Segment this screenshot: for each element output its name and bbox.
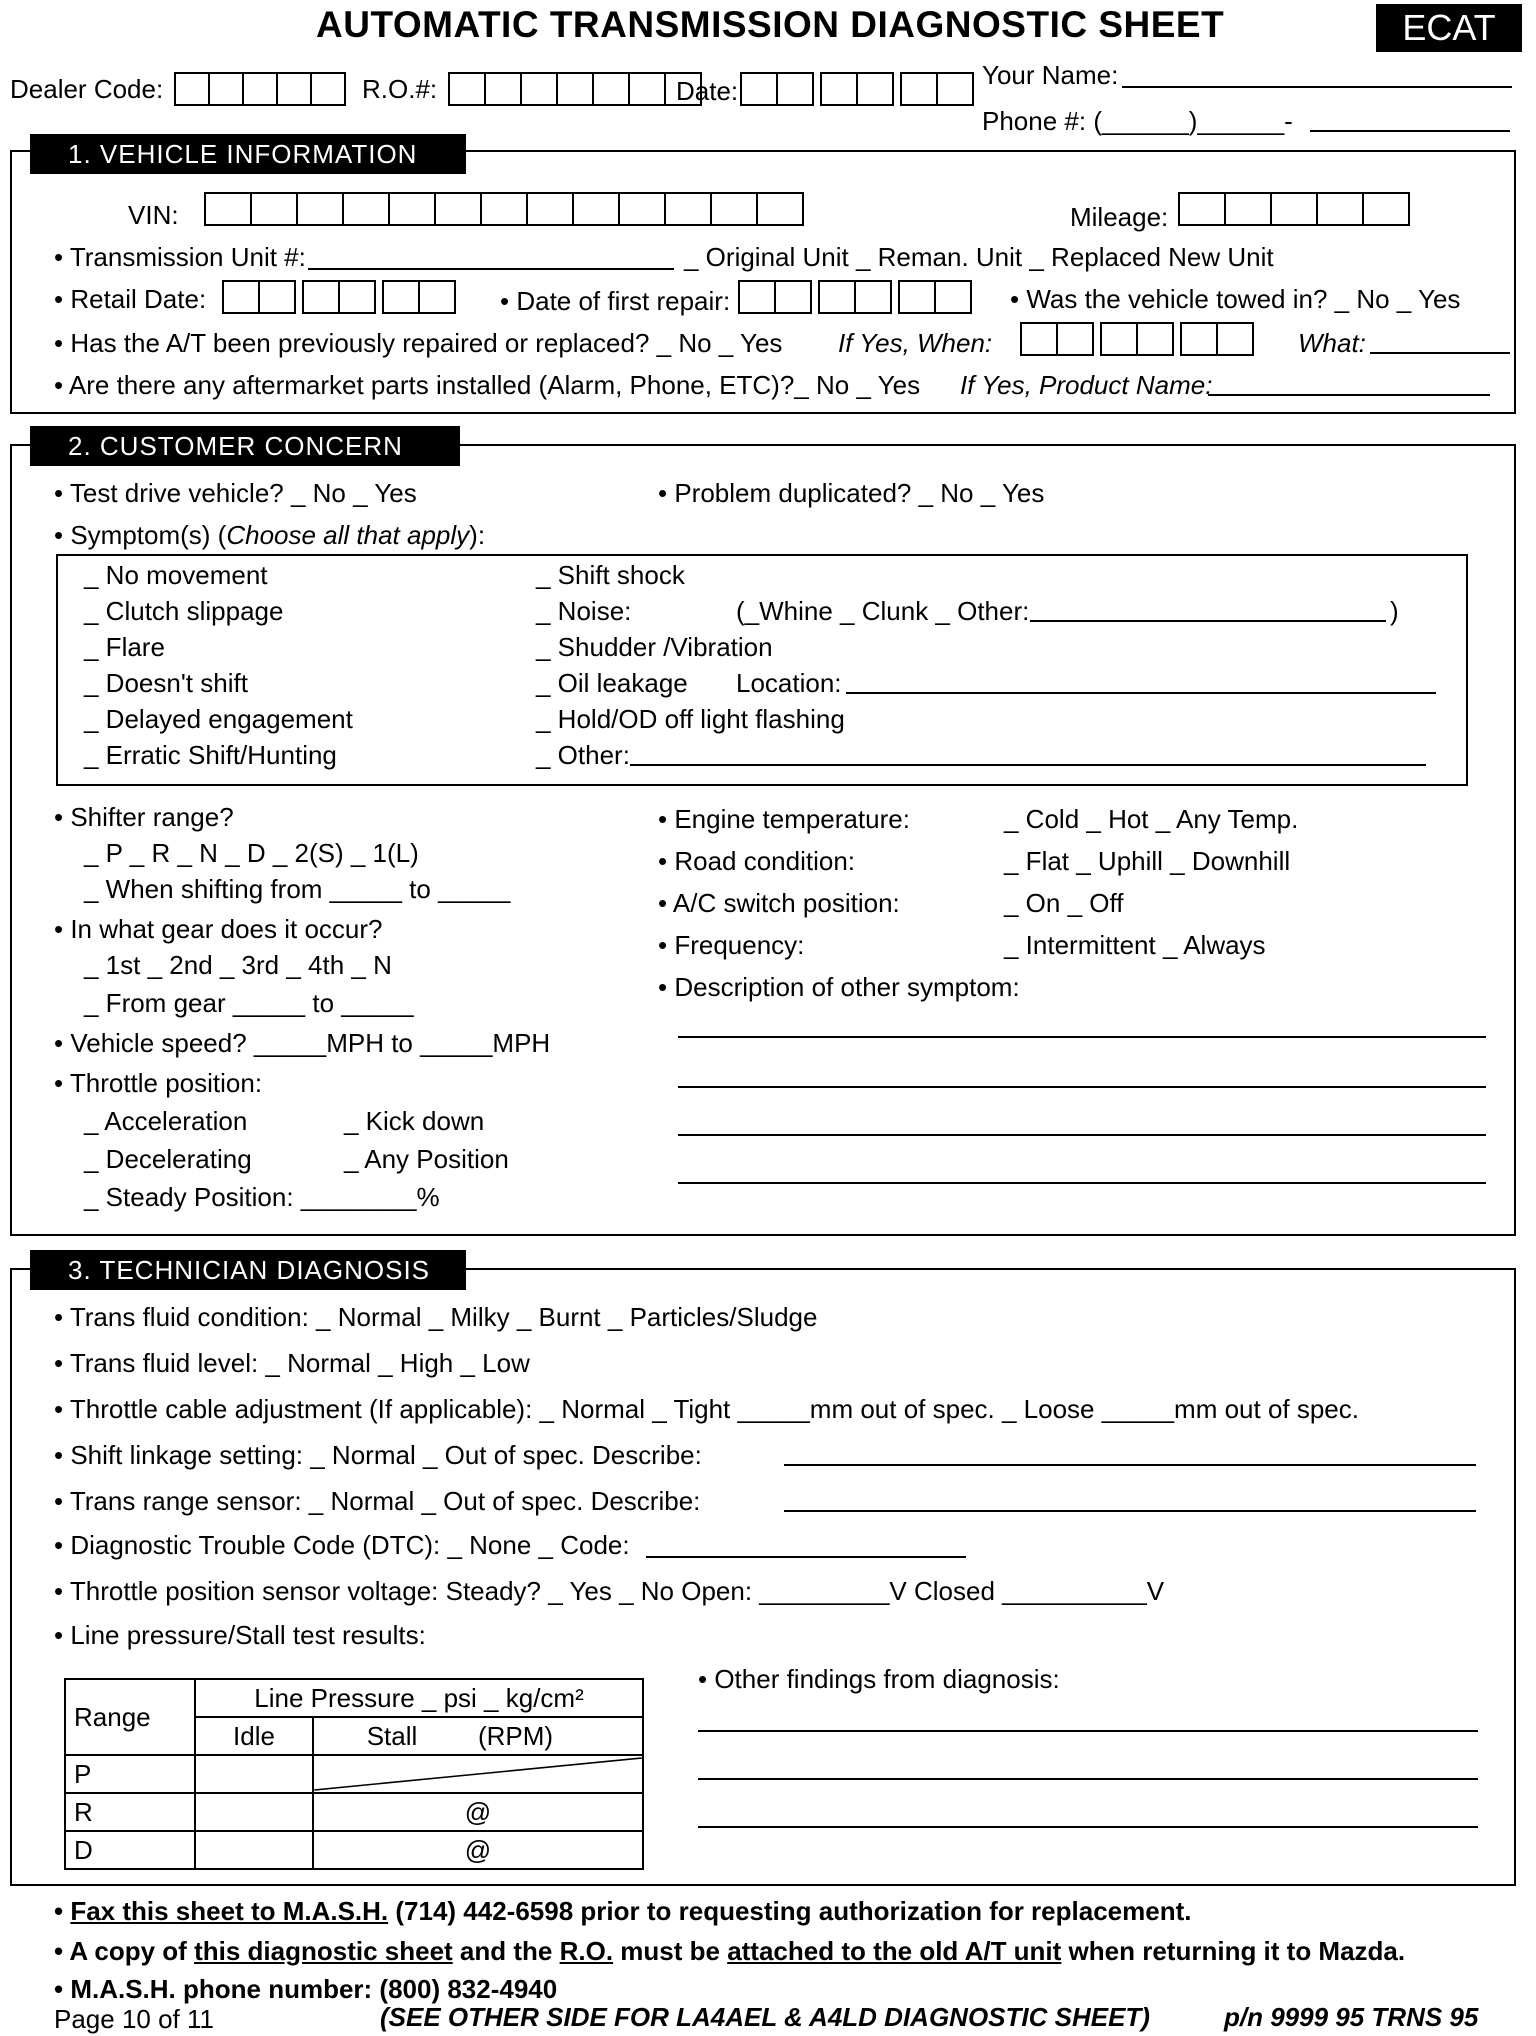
your-name-label: Your Name: <box>982 60 1119 90</box>
symptom-clutch-slippage[interactable]: _ Clutch slippage <box>84 596 284 626</box>
tps-voltage-row[interactable]: • Throttle position sensor voltage: Steady? _ Yes _ No Open: _________V Closed __________V <box>54 1576 1165 1606</box>
ro-label: R.O.#: <box>362 74 438 104</box>
your-name-line[interactable] <box>1122 86 1512 88</box>
table-row <box>65 1793 643 1831</box>
symptom-shudder[interactable]: _ Shudder /Vibration <box>536 632 773 662</box>
range-cell: D <box>65 1831 195 1869</box>
description-line-2[interactable] <box>678 1086 1486 1088</box>
retail-date-boxes[interactable] <box>222 280 454 314</box>
phone-label: Phone #: (______)______- <box>982 106 1293 136</box>
copy-notice: • A copy of this diagnostic sheet and the R.O. must be attached to the old A/T unit when returning it to Mazda. <box>54 1936 1406 1966</box>
mash-phone: • M.A.S.H. phone number: (800) 832-4940 <box>54 1974 558 2004</box>
description-line-1[interactable] <box>678 1036 1486 1038</box>
vin-label: VIN: <box>128 200 179 230</box>
gear-options[interactable]: _ 1st _ 2nd _ 3rd _ 4th _ N <box>84 950 392 980</box>
findings-line-3[interactable] <box>698 1826 1478 1828</box>
aftermarket-question[interactable]: • Are there any aftermarket parts installed (Alarm, Phone, ETC)?_ No _ Yes <box>54 370 921 400</box>
shift-linkage-line[interactable] <box>784 1464 1476 1466</box>
retail-date-label: • Retail Date: <box>54 284 207 314</box>
table-row <box>65 1755 643 1793</box>
line-pressure-header[interactable]: Line Pressure _ psi _ kg/cm² <box>195 1679 643 1717</box>
noise-options[interactable]: (_Whine _ Clunk _ Other: <box>736 596 1030 626</box>
findings-line-1[interactable] <box>698 1730 1478 1732</box>
table-row <box>65 1831 643 1869</box>
symptom-other[interactable]: _ Other: <box>536 740 630 770</box>
range-sensor-row[interactable]: • Trans range sensor: _ Normal _ Out of spec. Describe: <box>54 1486 701 1516</box>
shifter-range-label: • Shifter range? <box>54 802 234 832</box>
what-gear-label: • In what gear does it occur? <box>54 914 383 944</box>
mileage-label: Mileage: <box>1070 202 1169 232</box>
range-header: Range <box>65 1679 195 1755</box>
dtc-code-line[interactable] <box>646 1556 966 1558</box>
road-condition-options[interactable]: _ Flat _ Uphill _ Downhill <box>1004 846 1291 876</box>
prev-repaired-question[interactable]: • Has the A/T been previously repaired or replaced? _ No _ Yes <box>54 328 783 358</box>
from-gear[interactable]: _ From gear _____ to _____ <box>84 988 414 1018</box>
dealer-code-boxes[interactable] <box>174 72 344 106</box>
towed-question[interactable]: • Was the vehicle towed in? _ No _ Yes <box>1010 284 1461 314</box>
noise-close: ) <box>1390 596 1399 626</box>
symptom-noise[interactable]: _ Noise: <box>536 596 632 626</box>
symptom-oil-leakage[interactable]: _ Oil leakage <box>536 668 688 698</box>
findings-line-2[interactable] <box>698 1778 1478 1780</box>
diagonal-slash <box>314 1756 642 1792</box>
frequency-label: • Frequency: <box>658 930 805 960</box>
description-line-3[interactable] <box>678 1134 1486 1136</box>
idle-cell[interactable] <box>195 1793 313 1831</box>
first-repair-label: • Date of first repair: <box>500 286 731 316</box>
symptom-doesnt-shift[interactable]: _ Doesn't shift <box>84 668 248 698</box>
throttle-acceleration[interactable]: _ Acceleration <box>84 1106 248 1136</box>
shift-linkage-row[interactable]: • Shift linkage setting: _ Normal _ Out of spec. Describe: <box>54 1440 702 1470</box>
symptom-no-movement[interactable]: _ No movement <box>84 560 268 590</box>
description-line-4[interactable] <box>678 1182 1486 1184</box>
symptom-erratic-shift[interactable]: _ Erratic Shift/Hunting <box>84 740 337 770</box>
location-line[interactable] <box>846 692 1436 694</box>
page-title: AUTOMATIC TRANSMISSION DIAGNOSTIC SHEET <box>316 4 1225 45</box>
other-findings-label: • Other findings from diagnosis: <box>698 1664 1060 1694</box>
customer-concern-tab: 2. CUSTOMER CONCERN <box>30 426 460 466</box>
shifter-range-options[interactable]: _ P _ R _ N _ D _ 2(S) _ 1(L) <box>84 838 419 868</box>
page-number: Page 10 of 11 <box>54 2004 214 2034</box>
line-pressure-label: • Line pressure/Stall test results: <box>54 1620 426 1650</box>
ac-switch-label: • A/C switch position: <box>658 888 900 918</box>
date-boxes[interactable] <box>740 72 972 106</box>
unit-options[interactable]: _ Original Unit _ Reman. Unit _ Replaced New Unit <box>684 242 1274 272</box>
phone-line[interactable] <box>1310 130 1510 132</box>
symptom-delayed-engagement[interactable]: _ Delayed engagement <box>84 704 353 734</box>
throttle-cable-row[interactable]: • Throttle cable adjustment (If applicable): _ Normal _ Tight _____mm out of spec. _ Loose _____mm out of spec. <box>54 1394 1359 1424</box>
throttle-steady[interactable]: _ Steady Position: ________% <box>84 1182 440 1212</box>
symptoms-label: • Symptom(s) (Choose all that apply): <box>54 520 486 550</box>
technician-diagnosis-tab: 3. TECHNICIAN DIAGNOSIS <box>30 1250 466 1290</box>
vin-boxes[interactable] <box>204 192 802 226</box>
throttle-decelerating[interactable]: _ Decelerating <box>84 1144 252 1174</box>
dtc-row[interactable]: • Diagnostic Trouble Code (DTC): _ None _ Code: <box>54 1530 630 1560</box>
see-other-side-note: (SEE OTHER SIDE FOR LA4AEL & A4LD DIAGNOSTIC SHEET) <box>380 2002 1150 2032</box>
ro-boxes[interactable] <box>448 72 700 106</box>
ecat-badge: ECAT <box>1376 4 1522 52</box>
range-cell: P <box>65 1755 195 1793</box>
symptom-shift-shock[interactable]: _ Shift shock <box>536 560 685 590</box>
stall-cell[interactable]: @ <box>313 1793 643 1831</box>
product-name-line[interactable] <box>1208 394 1490 396</box>
stall-cell-blocked <box>313 1755 643 1793</box>
stall-cell[interactable]: @ <box>313 1831 643 1869</box>
date-label: Date: <box>676 76 739 106</box>
frequency-options[interactable]: _ Intermittent _ Always <box>1004 930 1266 960</box>
range-cell: R <box>65 1793 195 1831</box>
mileage-boxes[interactable] <box>1178 192 1408 226</box>
engine-temp-options[interactable]: _ Cold _ Hot _ Any Temp. <box>1004 804 1299 834</box>
ac-switch-options[interactable]: _ On _ Off <box>1004 888 1124 918</box>
if-yes-when-label: If Yes, When: <box>838 328 993 358</box>
vehicle-speed[interactable]: • Vehicle speed? _____MPH to _____MPH <box>54 1028 551 1058</box>
other-symptom-label: • Description of other symptom: <box>658 972 1020 1002</box>
symptom-od-light[interactable]: _ Hold/OD off light flashing <box>536 704 845 734</box>
symptom-other-line[interactable] <box>630 764 1426 766</box>
fax-notice: • Fax this sheet to M.A.S.H. (714) 442-6598 prior to requesting authorization for replacement. <box>54 1896 1192 1926</box>
idle-cell[interactable] <box>195 1755 313 1793</box>
dealer-code-label: Dealer Code: <box>10 74 164 104</box>
idle-cell[interactable] <box>195 1831 313 1869</box>
location-label: Location: <box>736 668 842 698</box>
road-condition-label: • Road condition: <box>658 846 856 876</box>
problem-duplicated-question[interactable]: • Problem duplicated? _ No _ Yes <box>658 478 1045 508</box>
if-yes-product-label: If Yes, Product Name: <box>960 370 1213 400</box>
vehicle-info-tab: 1. VEHICLE INFORMATION <box>30 134 466 174</box>
throttle-position-label: • Throttle position: <box>54 1068 263 1098</box>
transmission-unit-line[interactable] <box>308 268 674 270</box>
fluid-level-row[interactable]: • Trans fluid level: _ Normal _ High _ Low <box>54 1348 530 1378</box>
idle-header: Idle <box>195 1717 313 1755</box>
symptom-flare[interactable]: _ Flare <box>84 632 165 662</box>
first-repair-boxes[interactable] <box>738 280 970 314</box>
line-pressure-table <box>64 1678 644 1870</box>
stall-header: Stall <box>313 1717 470 1755</box>
noise-other-line[interactable] <box>1030 620 1386 622</box>
fluid-condition-row[interactable]: • Trans fluid condition: _ Normal _ Milky _ Burnt _ Particles/Sludge <box>54 1302 818 1332</box>
part-number: p/n 9999 95 TRNS 95 <box>1224 2002 1479 2032</box>
rpm-header: (RPM) <box>470 1717 643 1755</box>
test-drive-question[interactable]: • Test drive vehicle? _ No _ Yes <box>54 478 417 508</box>
range-sensor-line[interactable] <box>784 1510 1476 1512</box>
transmission-unit-label: • Transmission Unit #: <box>54 242 306 272</box>
throttle-any-position[interactable]: _ Any Position <box>344 1144 509 1174</box>
what-label: What: <box>1298 328 1366 358</box>
repair-date-boxes[interactable] <box>1020 322 1252 356</box>
when-shifting[interactable]: _ When shifting from _____ to _____ <box>84 874 511 904</box>
engine-temp-label: • Engine temperature: <box>658 804 910 834</box>
throttle-kick-down[interactable]: _ Kick down <box>344 1106 485 1136</box>
what-line[interactable] <box>1370 352 1510 354</box>
